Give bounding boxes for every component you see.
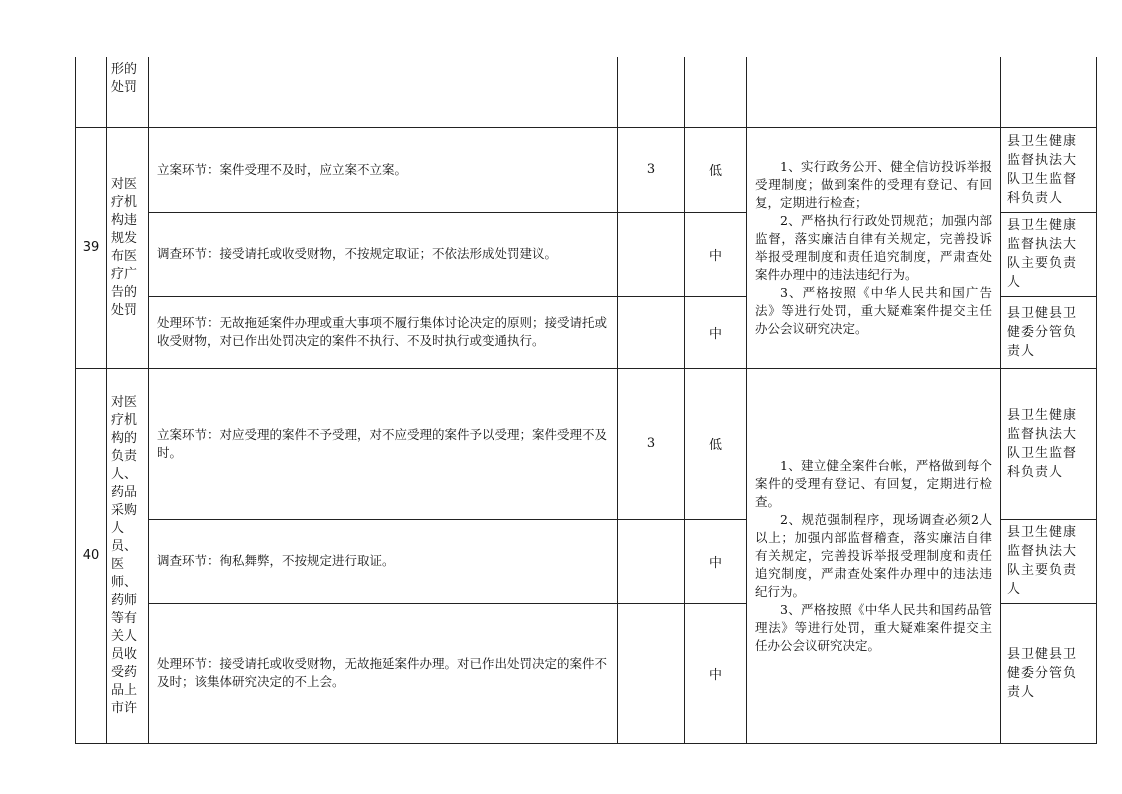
risk-score — [618, 296, 685, 368]
responsible-person: 县卫生健康监督执法大队卫生监督科负责人 — [1001, 368, 1097, 519]
stage-description: 调查环节：徇私舞弊，不按规定进行取证。 — [149, 519, 618, 603]
table-row — [76, 57, 1097, 127]
risk-level: 中 — [685, 519, 747, 603]
risk-level: 低 — [685, 368, 747, 519]
table-row — [76, 127, 1097, 212]
risk-score — [618, 212, 685, 296]
stage-description: 处理环节：无故拖延案件办理或重大事项不履行集体讨论决定的原则；接受请托或收受财物，对已作出处罚决定的案件不执行、不及时执行或变通执行。 — [149, 296, 618, 368]
desc-cell — [149, 57, 618, 127]
row-number: 40 — [76, 368, 107, 743]
risk-score: 3 — [618, 368, 685, 519]
responsible-person: 县卫健县卫健委分管负责人 — [1001, 603, 1097, 743]
responsible-person: 县卫生健康监督执法大队卫生监督科负责人 — [1001, 127, 1097, 212]
measure-item: 3、严格按照《中华人民共和国药品管理法》等进行处罚，重大疑难案件提交主任办公会议研究决定。 — [755, 601, 992, 653]
responsible-person: 县卫生健康监督执法大队主要负责人 — [1001, 519, 1097, 603]
risk-score — [618, 603, 685, 743]
measure-item: 1、实行政务公开、健全信访投诉举报受理制度；做到案件的受理有登记、有回复，定期进行检查； — [755, 158, 992, 210]
measure-item: 2、规范强制程序，现场调查必须2人以上；加强内部监督稽查，落实廉洁自律有关规定，完善投诉举报受理制度和责任追究制度，严肃查处案件办理中的违法违纪行为。 — [755, 511, 992, 599]
risk-table — [75, 57, 1097, 744]
table-row — [76, 368, 1097, 519]
item-cell: 对医疗机构违规发布医疗广告的处罚 — [107, 127, 149, 368]
score-cell — [618, 57, 685, 127]
risk-level: 中 — [685, 296, 747, 368]
measure-item: 3、严格按照《中华人民共和国广告法》等进行处罚，重大疑难案件提交主任办公会议研究决定。 — [755, 284, 992, 336]
responsible-person: 县卫健县卫健委分管负责人 — [1001, 296, 1097, 368]
stage-description: 调查环节：接受请托或收受财物，不按规定取证；不依法形成处罚建议。 — [149, 212, 618, 296]
risk-score: 3 — [618, 127, 685, 212]
stage-description: 立案环节：案件受理不及时，应立案不立案。 — [149, 127, 618, 212]
level-cell — [685, 57, 747, 127]
risk-level: 低 — [685, 127, 747, 212]
prevention-measures — [747, 127, 1001, 368]
measure-item: 1、建立健全案件台帐，严格做到每个案件的受理有登记、有回复，定期进行检查。 — [755, 457, 992, 509]
measure-item: 2、严格执行行政处罚规范；加强内部监督，落实廉洁自律有关规定，完善投诉举报受理制度和责任追究制度，严肃查处案件办理中的违法违纪行为。 — [755, 212, 992, 282]
measure-cell — [747, 57, 1001, 127]
responsible-person: 县卫生健康监督执法大队主要负责人 — [1001, 212, 1097, 296]
item-cell: 对医疗机构的负责人、药品采购人员、医师、药师等有关人员收受药品上市许 — [107, 368, 149, 743]
risk-level: 中 — [685, 603, 747, 743]
responsible-cell — [1001, 57, 1097, 127]
number-cell — [76, 57, 107, 127]
stage-description: 处理环节：接受请托或收受财物，无故拖延案件办理。对已作出处罚决定的案件不及时；该集体研究决定的不上会。 — [149, 603, 618, 743]
risk-score — [618, 519, 685, 603]
item-cell: 形的处罚 — [107, 57, 149, 127]
row-number: 39 — [76, 127, 107, 368]
stage-description: 立案环节：对应受理的案件不予受理，对不应受理的案件予以受理；案件受理不及时。 — [149, 368, 618, 519]
prevention-measures — [747, 368, 1001, 743]
risk-level: 中 — [685, 212, 747, 296]
